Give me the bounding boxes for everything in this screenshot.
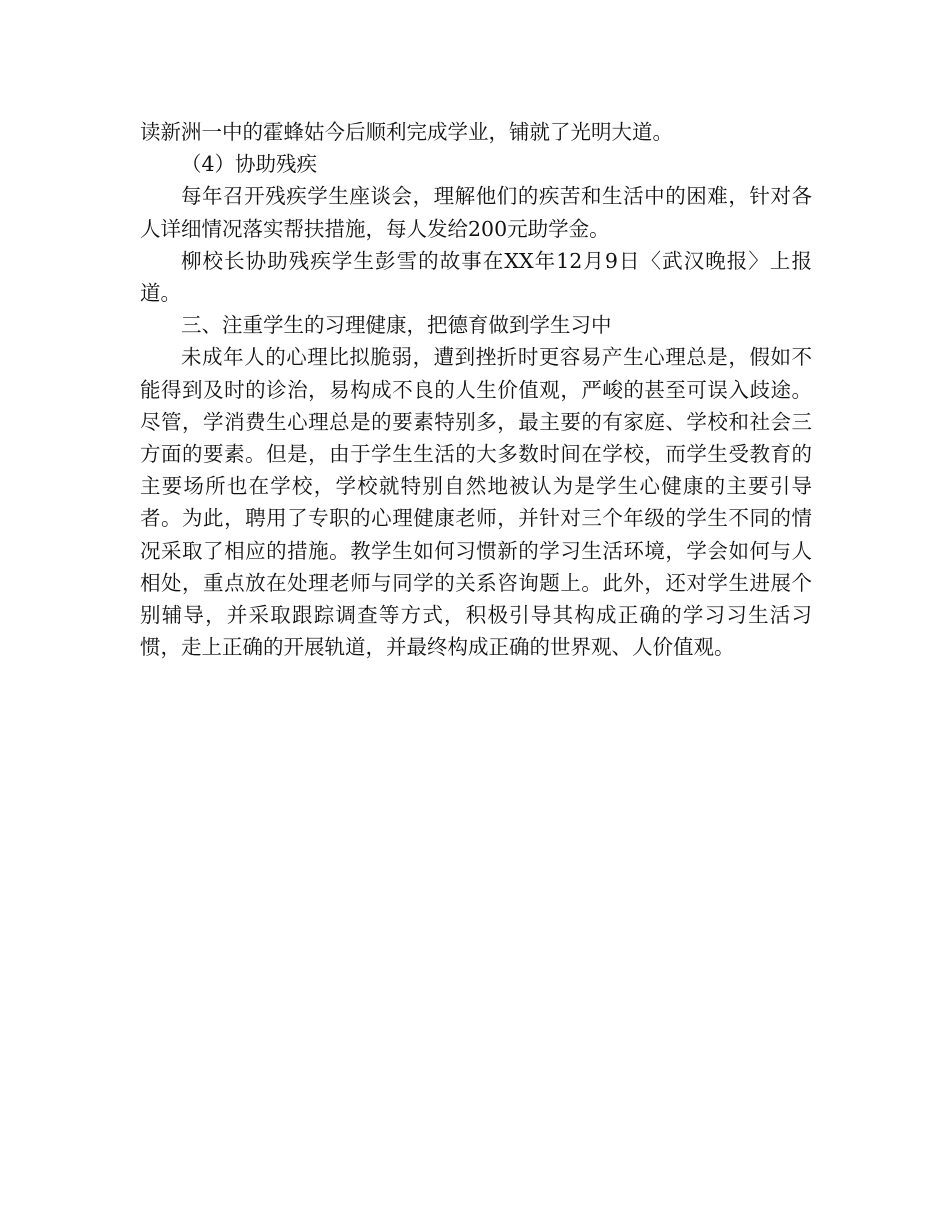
paragraph-mental-health-body: 未成年人的心理比拟脆弱，遭到挫折时更容易产生心理总是，假如不能得到及时的诊治，易构成不良的人生价值观，严峻的甚至可误入歧途。尽管，学消费生心理总是的要素特别多，最主要的有家庭、学校和社会三方面的要素。但是，由于学生生活的大多数时间在学校，而学生受教育的主要场所也在学校，学校就特别自然地被认为是学生心健康的主要引导者。为此，聘用了专职的心理健康老师，并针对三个年级的学生不同的情况采取了相应的措施。教学生如何习惯新的学习生活环境，学会如何与人相处，重点放在处理老师与同学的关系咨询题上。此外，还对学生进展个别辅导，并采取跟踪调查等方式，积极引导其构成正确的学习习生活习惯，走上正确的开展轨道，并最终构成正确的世界观、人价值观。 — [140, 345, 812, 660]
paragraph-disabled-students-meeting: 每年召开残疾学生座谈会，理解他们的疾苦和生活中的困难，针对各人详细情况落实帮扶措施，每人发给200元助学金。 — [140, 184, 812, 241]
section-heading-mental-health: 三、注重学生的习理健康，把德育做到学生习中 — [181, 313, 612, 338]
paragraph-news-report: 柳校长协助残疾学生彭雪的故事在XX年12月9日〈武汉晚报〉上报道。 — [140, 248, 812, 306]
document-body — [140, 116, 812, 663]
section-heading-assist-disabled: （4）协助残疾 — [181, 152, 318, 177]
paragraph-continuation: 读新洲一中的霍蜂姑今后顺利完成学业，铺就了光明大道。 — [140, 120, 673, 144]
